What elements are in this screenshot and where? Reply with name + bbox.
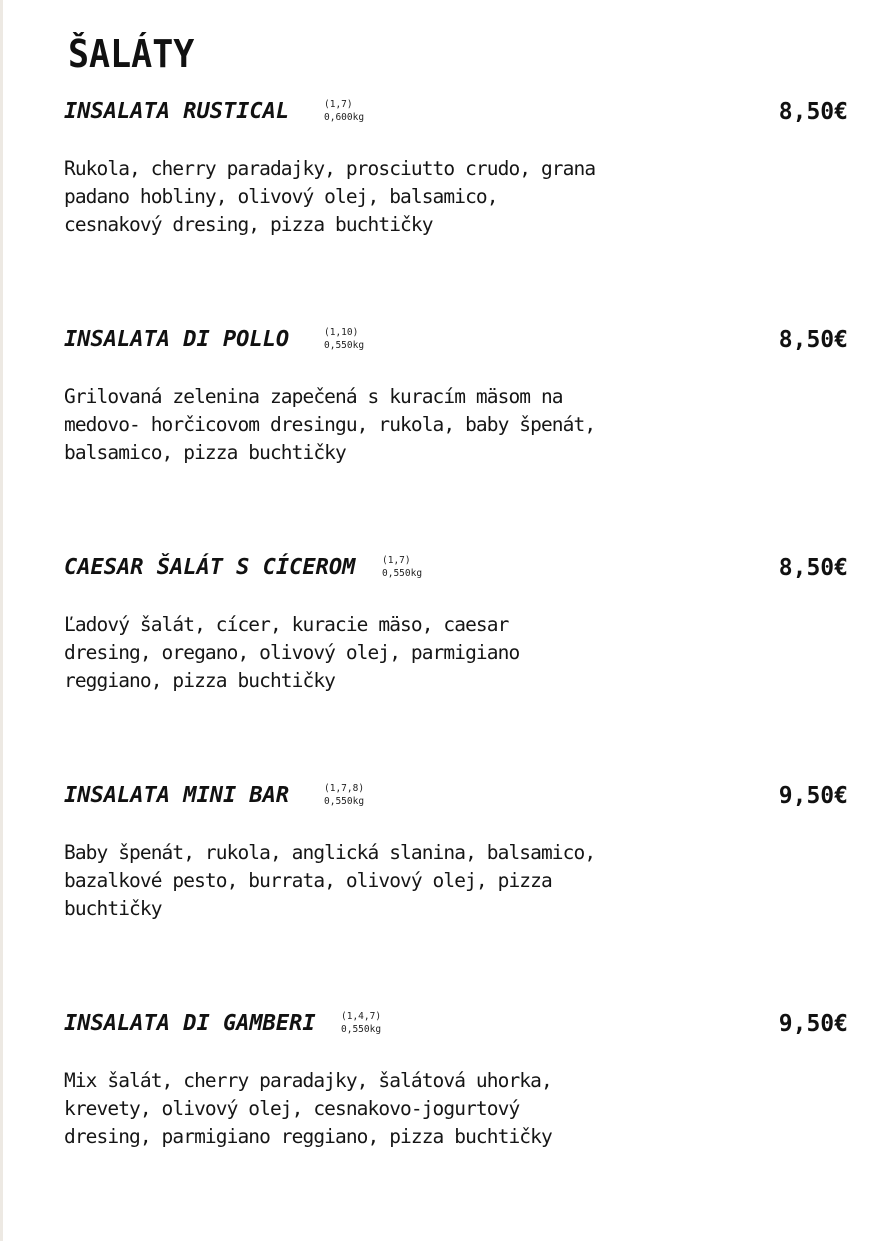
menu-item-meta xyxy=(324,98,364,124)
page-edge xyxy=(0,0,3,1241)
menu-item-header xyxy=(64,781,848,821)
menu-item-description: Ľadový šalát, cícer, kuracie mäso, caesar dresing, oregano, olivový olej, parmigiano reggiano, pizza buchtičky xyxy=(64,613,520,692)
menu-item-name: INSALATA MINI BAR xyxy=(64,783,290,808)
menu-item-weight: 0,600kg xyxy=(324,112,365,123)
menu-item-description: Baby špenát, rukola, anglická slanina, balsamico, bazalkové pesto, burrata, olivový olej, pizza buchtičky xyxy=(64,841,596,920)
menu-item xyxy=(64,781,848,920)
menu-item xyxy=(64,325,848,464)
menu-item-price: 8,50€ xyxy=(778,555,848,581)
menu-item-price: 9,50€ xyxy=(778,783,848,809)
menu-item-header xyxy=(64,325,848,365)
menu-item-weight: 0,550kg xyxy=(341,1024,382,1035)
menu-item-description: Grilovaná zelenina zapečená s kuracím mäsom na medovo- horčicovom dresingu, rukola, baby špenát, balsamico, pizza buchtičky xyxy=(64,385,596,464)
menu-item-allergens: (1,10) xyxy=(324,327,359,338)
menu-item-header xyxy=(64,553,848,593)
menu-item-name: INSALATA RUSTICAL xyxy=(64,99,290,124)
menu-item-description: Mix šalát, cherry paradajky, šalátová uhorka, krevety, olivový olej, cesnakovo-jogurtový dresing, parmigiano reggiano, pizza buchtičky xyxy=(64,1069,552,1148)
menu-item-price: 8,50€ xyxy=(778,99,848,125)
menu-item-header xyxy=(64,97,848,137)
menu-item-allergens: (1,4,7) xyxy=(341,1011,382,1022)
menu-item-weight: 0,550kg xyxy=(324,796,365,807)
menu-item-price: 9,50€ xyxy=(778,1011,848,1037)
menu-item-weight: 0,550kg xyxy=(382,568,423,579)
menu-item-meta xyxy=(382,554,422,580)
menu-item xyxy=(64,97,848,236)
menu-item xyxy=(64,553,848,692)
menu-item-allergens: (1,7,8) xyxy=(324,783,365,794)
menu-item-name: INSALATA DI GAMBERI xyxy=(64,1011,316,1036)
menu-item-description: Rukola, cherry paradajky, prosciutto crudo, grana padano hobliny, olivový olej, balsamico, cesnakový dresing, pizza buchtičky xyxy=(64,157,596,236)
menu-item-header xyxy=(64,1009,848,1049)
menu-item-allergens: (1,7) xyxy=(382,555,411,566)
menu-item-meta xyxy=(324,782,364,808)
menu-item xyxy=(64,1009,848,1148)
menu-item-weight: 0,550kg xyxy=(324,340,365,351)
menu-item-price: 8,50€ xyxy=(778,327,848,353)
menu-item-meta xyxy=(324,326,364,352)
menu-item-name: INSALATA DI POLLO xyxy=(64,327,290,352)
menu-item-name: CAESAR ŠALÁT S CÍCEROM xyxy=(64,555,356,580)
page-title: ŠALÁTY xyxy=(68,32,195,76)
menu-item-allergens: (1,7) xyxy=(324,99,353,110)
menu-item-meta xyxy=(341,1010,381,1036)
